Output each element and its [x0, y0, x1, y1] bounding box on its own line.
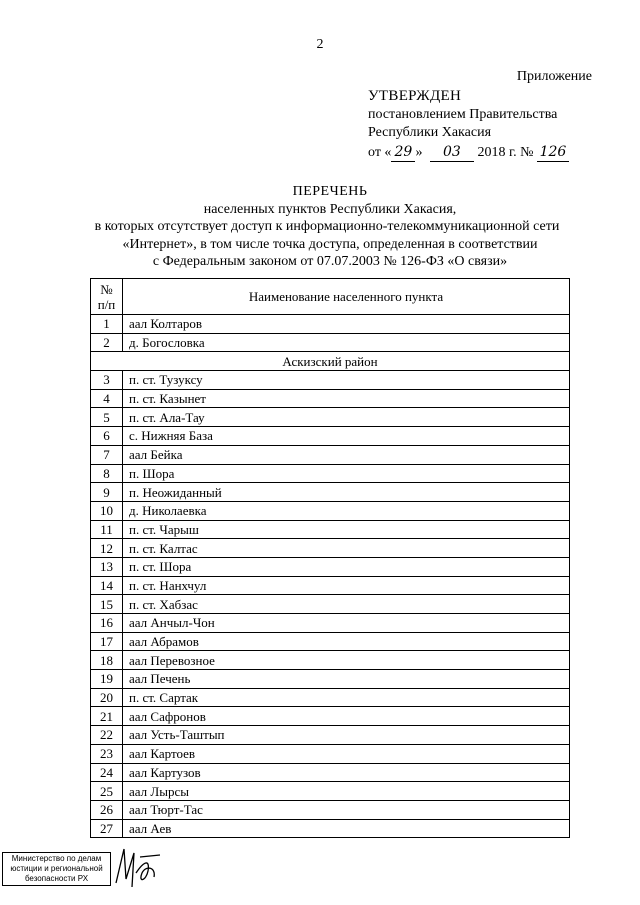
table-row — [91, 632, 570, 651]
table-row — [91, 408, 570, 427]
heading-line-1: населенных пунктов Республики Хакасия, — [203, 201, 457, 217]
heading-line-3: «Интернет», в том числе точка доступа, определенная в соответствии — [122, 236, 538, 252]
row-number: 9 — [91, 483, 123, 502]
settlement-name: п. ст. Нанхчул — [123, 576, 570, 595]
table-row — [91, 595, 570, 614]
row-number: 22 — [91, 726, 123, 745]
decree-number: 126 — [537, 143, 569, 163]
table-row — [91, 782, 570, 801]
row-number: 1 — [91, 315, 123, 334]
settlement-name: аал Тюрт-Тас — [123, 800, 570, 819]
appendix-label: Приложение — [516, 69, 592, 84]
handwritten-signature — [110, 843, 170, 893]
table-row — [91, 800, 570, 819]
table-row — [91, 726, 570, 745]
settlement-name: аал Аев — [123, 819, 570, 838]
date-month: 03 — [430, 143, 474, 163]
date-day: 29 — [391, 143, 415, 163]
settlement-name: аал Колтаров — [123, 315, 570, 334]
table-row — [91, 464, 570, 483]
settlements-table — [90, 278, 570, 838]
settlement-name: п. ст. Чарыш — [123, 520, 570, 539]
settlement-name: аал Абрамов — [123, 632, 570, 651]
row-number: 2 — [91, 333, 123, 352]
table-row — [91, 427, 570, 446]
header-number-cell — [91, 279, 123, 315]
document-heading — [90, 183, 570, 271]
table-row — [91, 483, 570, 502]
table-row — [91, 557, 570, 576]
table-row — [91, 371, 570, 390]
row-number: 11 — [91, 520, 123, 539]
heading-line-4: с Федеральным законом от 07.07.2003 № 126-ФЗ «О связи» — [152, 254, 508, 270]
table-row — [91, 819, 570, 838]
header-number-line-2: п/п — [97, 296, 116, 312]
row-number: 6 — [91, 427, 123, 446]
settlement-name: аал Анчыл-Чон — [123, 614, 570, 633]
stamp-line-2: юстиции и региональной — [10, 864, 103, 873]
table-row — [91, 707, 570, 726]
settlement-name: п. ст. Сартак — [123, 688, 570, 707]
settlement-name: п. ст. Ала-Тау — [123, 408, 570, 427]
settlement-name: п. Неожиданный — [123, 483, 570, 502]
settlement-name: аал Усть-Таштып — [123, 726, 570, 745]
table-row — [91, 744, 570, 763]
table-row — [91, 576, 570, 595]
row-number: 21 — [91, 707, 123, 726]
header-number-line-1: № — [100, 281, 113, 297]
date-prefix: от « — [368, 144, 392, 160]
settlement-name: аал Печень — [123, 670, 570, 689]
settlement-name: аал Сафронов — [123, 707, 570, 726]
approval-title: УТВЕРЖДЕН — [368, 88, 462, 104]
row-number: 20 — [91, 688, 123, 707]
header-name-cell: Наименование населенного пункта — [123, 279, 570, 315]
row-number: 15 — [91, 595, 123, 614]
table-region-rows — [91, 371, 570, 838]
table-top-rows — [91, 315, 570, 352]
page-number: 2 — [316, 37, 324, 52]
heading-title: ПЕРЕЧЕНЬ — [292, 184, 368, 199]
table-row — [91, 315, 570, 334]
stamp-line-1: Министерство по делам — [11, 854, 102, 863]
settlement-name: аал Картузов — [123, 763, 570, 782]
row-number: 8 — [91, 464, 123, 483]
date-mid: » — [415, 144, 423, 160]
settlement-name: п. Шора — [123, 464, 570, 483]
date-year-no: 2018 г. № — [477, 144, 534, 160]
table-row — [91, 501, 570, 520]
row-number: 23 — [91, 744, 123, 763]
table-row — [91, 614, 570, 633]
row-number: 10 — [91, 501, 123, 520]
row-number: 13 — [91, 557, 123, 576]
row-number: 14 — [91, 576, 123, 595]
approval-line-2: Республики Хакасия — [368, 125, 492, 140]
row-number: 12 — [91, 539, 123, 558]
settlement-name: п. ст. Казынет — [123, 389, 570, 408]
region-cell: Аскизский район — [91, 352, 570, 371]
table-row — [91, 688, 570, 707]
ministry-stamp — [2, 852, 111, 886]
row-number: 4 — [91, 389, 123, 408]
settlement-name: п. ст. Шора — [123, 557, 570, 576]
row-number: 5 — [91, 408, 123, 427]
row-number: 18 — [91, 651, 123, 670]
row-number: 19 — [91, 670, 123, 689]
settlement-name: аал Бейка — [123, 445, 570, 464]
approval-block — [368, 87, 569, 162]
settlement-name: с. Нижняя База — [123, 427, 570, 446]
row-number: 25 — [91, 782, 123, 801]
table-row — [91, 389, 570, 408]
row-number: 27 — [91, 819, 123, 838]
table-row — [91, 670, 570, 689]
settlement-name: д. Николаевка — [123, 501, 570, 520]
row-number: 3 — [91, 371, 123, 390]
table-row — [91, 651, 570, 670]
settlement-name: аал Лырсы — [123, 782, 570, 801]
settlement-name: аал Картоев — [123, 744, 570, 763]
table-row — [91, 333, 570, 352]
row-number: 17 — [91, 632, 123, 651]
region-row — [91, 352, 570, 371]
table-row — [91, 763, 570, 782]
approval-line-1: постановлением Правительства — [368, 106, 558, 122]
settlement-name: п. ст. Хабзас — [123, 595, 570, 614]
table-row — [91, 520, 570, 539]
row-number: 7 — [91, 445, 123, 464]
approval-date-line — [368, 143, 569, 163]
settlement-name: п. ст. Тузуксу — [123, 371, 570, 390]
stamp-line-3: безопасности РХ — [24, 874, 89, 883]
table-row — [91, 539, 570, 558]
settlement-name: п. ст. Калтас — [123, 539, 570, 558]
table-header-row — [91, 279, 570, 315]
settlement-name: аал Перевозное — [123, 651, 570, 670]
settlement-name: д. Богословка — [123, 333, 570, 352]
row-number: 16 — [91, 614, 123, 633]
heading-line-2: в которых отсутствует доступ к информационно-телекоммуникационной сети — [94, 219, 560, 235]
row-number: 24 — [91, 763, 123, 782]
row-number: 26 — [91, 800, 123, 819]
table-row — [91, 445, 570, 464]
